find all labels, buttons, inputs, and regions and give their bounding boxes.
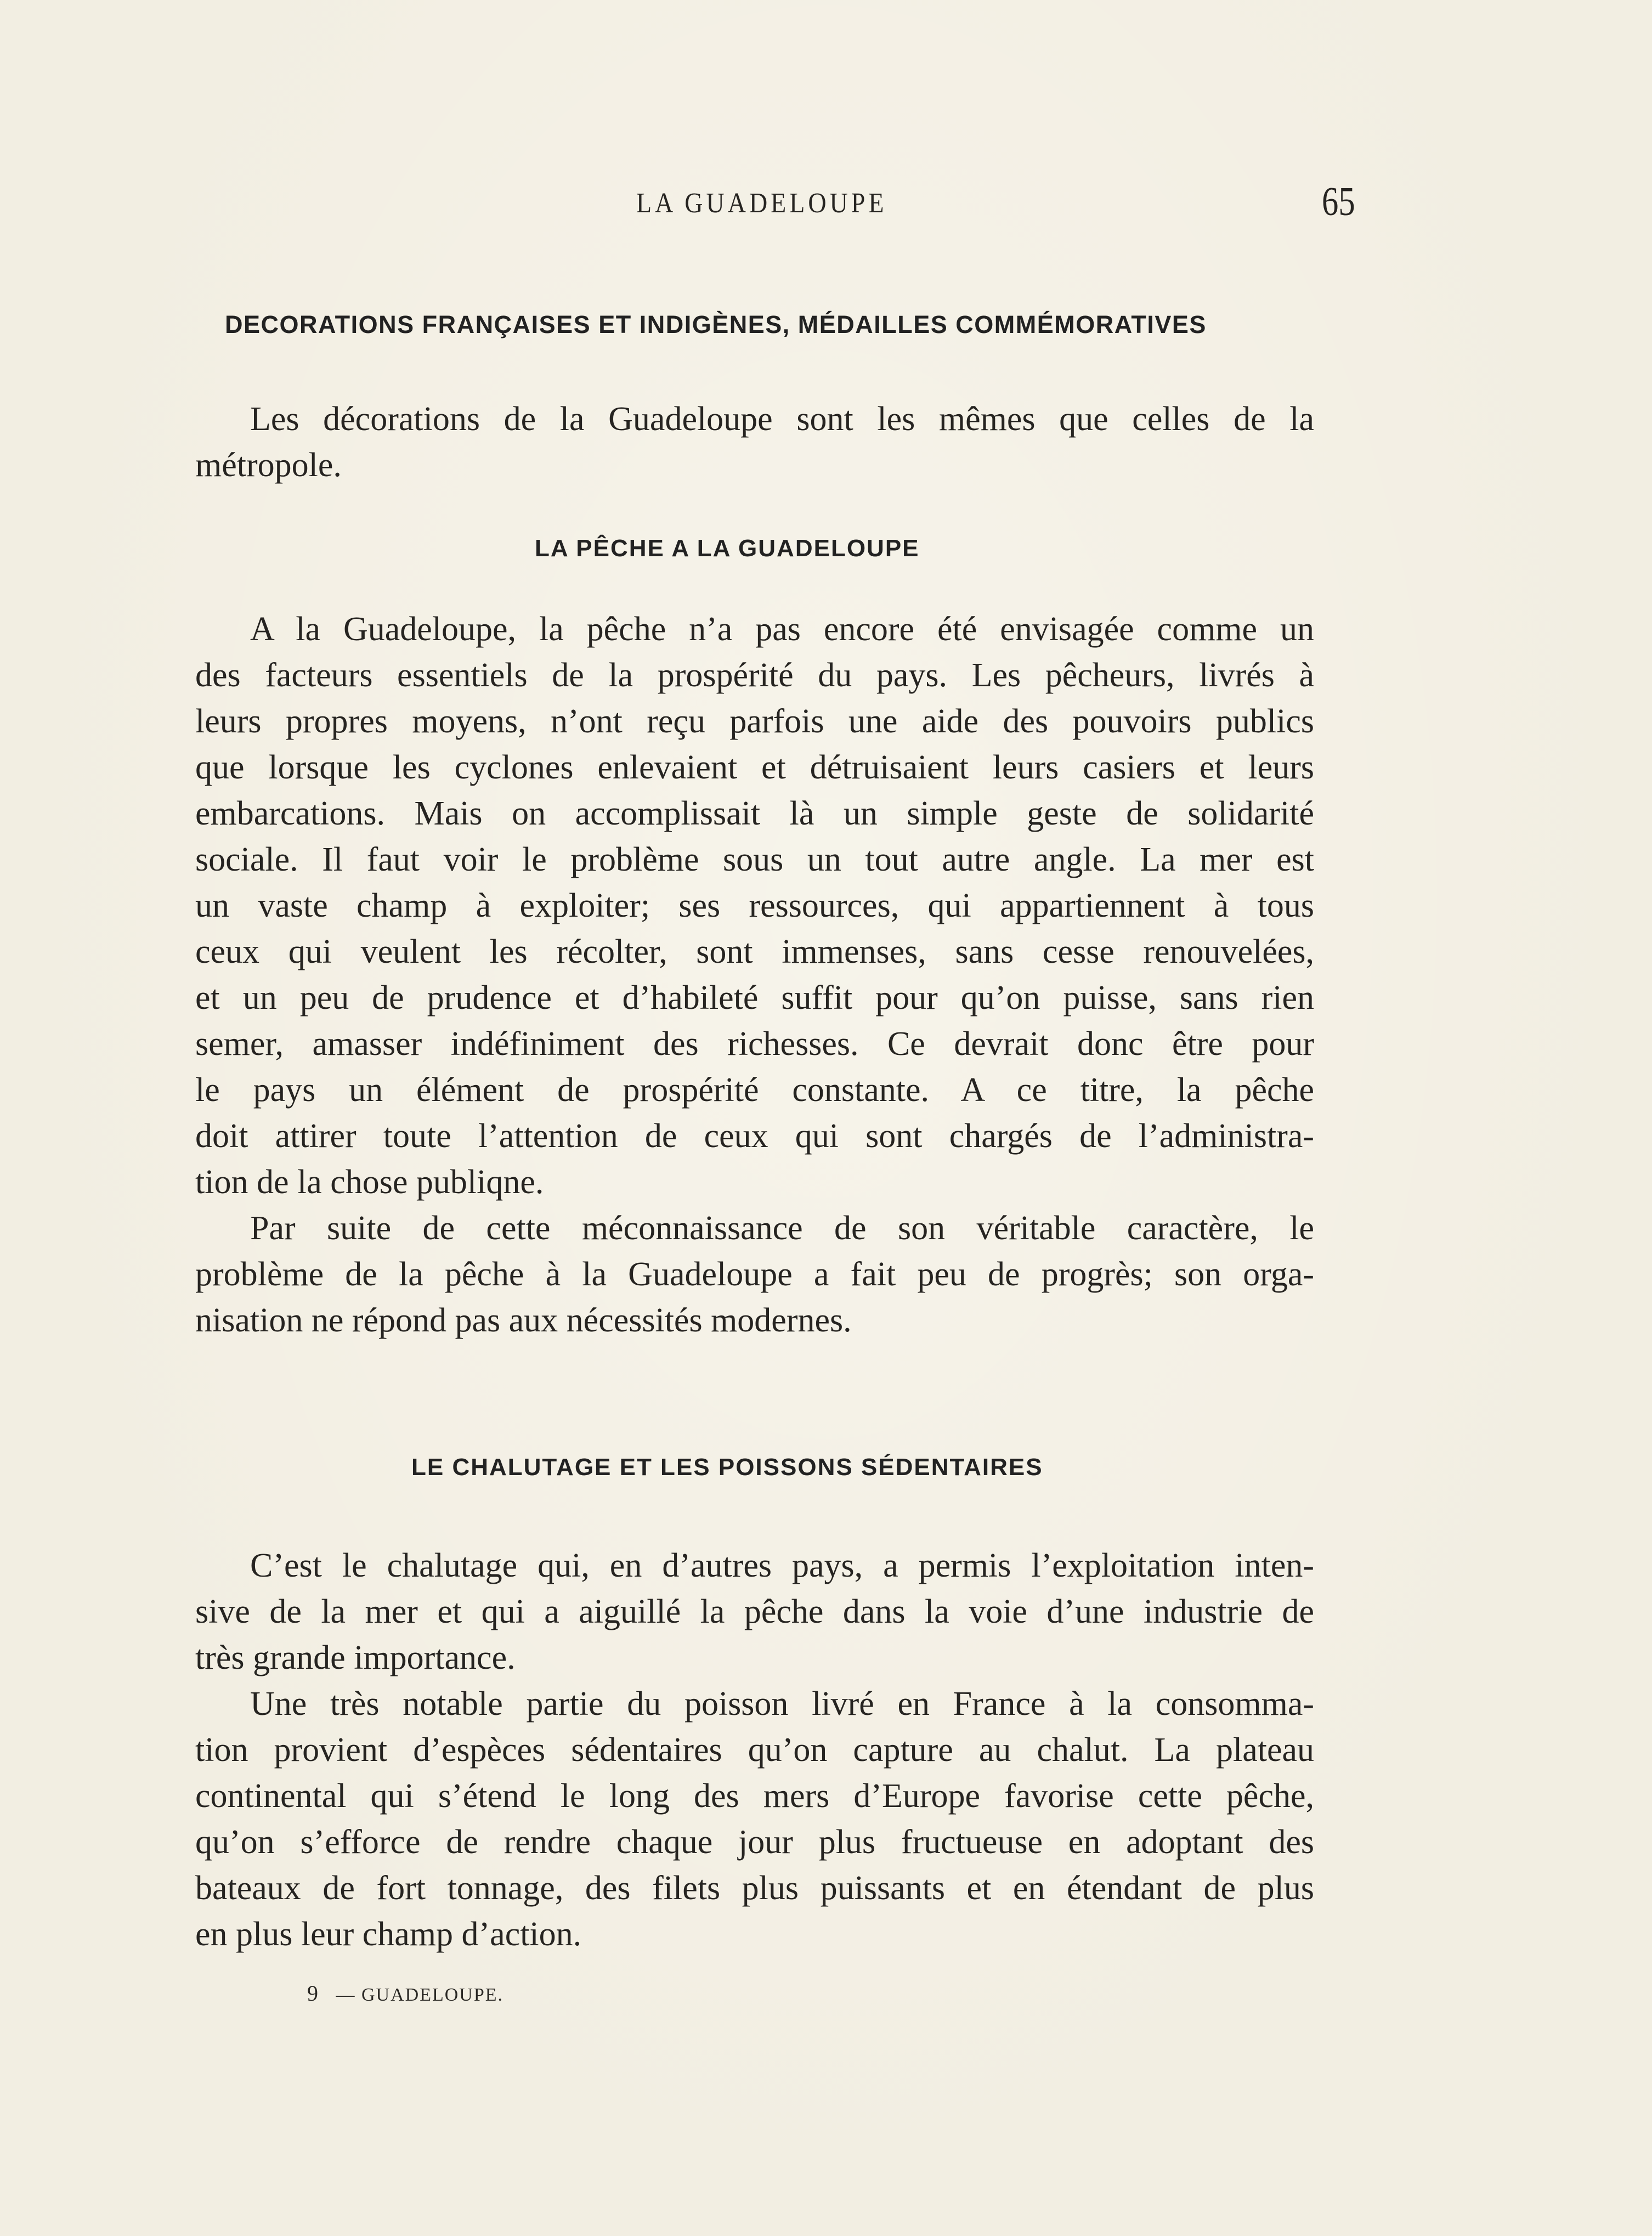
section-body-decorations bbox=[195, 396, 1314, 488]
text-line: ceux qui veulent les récolter, sont immenses, sans cesse renouvelées, bbox=[195, 933, 1314, 970]
text-line: et un peu de prudence et d’habileté suffit pour qu’on puisse, sans rien bbox=[195, 979, 1314, 1017]
text-line: semer, amasser indéfiniment des richesses. Ce devrait donc être pour bbox=[195, 1025, 1314, 1063]
text-line: Une très notable partie du poisson livré en France à la consomma- bbox=[250, 1685, 1314, 1723]
paragraph bbox=[195, 1543, 1314, 1681]
text-line: le pays un élément de prospérité constante. A ce titre, la pêche bbox=[195, 1071, 1314, 1109]
text-line: problème de la pêche à la Guadeloupe a fait peu de progrès; son orga- bbox=[195, 1256, 1314, 1293]
text-line: A la Guadeloupe, la pêche n’a pas encore été envisagée comme un bbox=[250, 611, 1314, 648]
section-body-chalutage bbox=[195, 1543, 1314, 1957]
text-line: continental qui s’étend le long des mers d’Europe favorise cette pêche, bbox=[195, 1777, 1314, 1815]
signature-dash: — bbox=[336, 1985, 356, 2005]
section-heading-chalutage: LE CHALUTAGE ET LES POISSONS SÉDENTAIRES bbox=[411, 1454, 1043, 1481]
text-line: tion de la chose publiqne. bbox=[195, 1164, 544, 1201]
text-line: Les décorations de la Guadeloupe sont les mêmes que celles de la bbox=[250, 400, 1314, 438]
text-line: en plus leur champ d’action. bbox=[195, 1916, 582, 1953]
text-line: que lorsque les cyclones enlevaient et détruisaient leurs casiers et leurs bbox=[195, 749, 1314, 786]
page-number: 65 bbox=[1322, 179, 1355, 224]
running-header bbox=[0, 181, 1652, 225]
signature-text: GUADELOUPE. bbox=[361, 1985, 504, 2005]
text-line: tion provient d’espèces sédentaires qu’on capture au chalut. La plateau bbox=[195, 1731, 1314, 1769]
text-line: bateaux de fort tonnage, des filets plus puissants et en étendant de plus bbox=[195, 1870, 1314, 1907]
section-heading-peche: LA PÊCHE A LA GUADELOUPE bbox=[535, 535, 920, 562]
paragraph bbox=[195, 606, 1314, 1205]
text-line: métropole. bbox=[195, 447, 342, 484]
text-line: embarcations. Mais on accomplissait là un simple geste de solidarité bbox=[195, 795, 1314, 832]
text-line: sociale. Il faut voir le problème sous un tout autre angle. La mer est bbox=[195, 841, 1314, 878]
paragraph bbox=[195, 396, 1314, 488]
text-line: leurs propres moyens, n’ont reçu parfois une aide des pouvoirs publics bbox=[195, 703, 1314, 740]
signature-number: 9 bbox=[307, 1981, 319, 2006]
text-line: nisation ne répond pas aux nécessités modernes. bbox=[195, 1302, 852, 1339]
text-line: doit attirer toute l’attention de ceux qui sont chargés de l’administra- bbox=[195, 1117, 1314, 1155]
text-line: des facteurs essentiels de la prospérité du pays. Les pêcheurs, livrés à bbox=[195, 657, 1314, 694]
printer-signature-mark bbox=[307, 1980, 503, 2006]
text-line: un vaste champ à exploiter; ses ressources, qui appartiennent à tous bbox=[195, 887, 1314, 924]
text-line: Par suite de cette méconnaissance de son véritable caractère, le bbox=[250, 1210, 1314, 1247]
section-heading-decorations: DECORATIONS FRANÇAISES ET INDIGÈNES, MÉDAILLES COMMÉMORATIVES bbox=[225, 310, 1207, 338]
text-line: sive de la mer et qui a aiguillé la pêche dans la voie d’une industrie de bbox=[195, 1593, 1314, 1630]
paragraph bbox=[195, 1681, 1314, 1957]
section-body-peche bbox=[195, 606, 1314, 1343]
running-title: LA GUADELOUPE bbox=[636, 187, 887, 219]
text-line: qu’on s’efforce de rendre chaque jour plus fructueuse en adoptant des bbox=[195, 1823, 1314, 1861]
text-line: très grande importance. bbox=[195, 1639, 516, 1676]
paragraph bbox=[195, 1205, 1314, 1343]
text-line: C’est le chalutage qui, en d’autres pays, a permis l’exploitation inten- bbox=[250, 1547, 1314, 1584]
